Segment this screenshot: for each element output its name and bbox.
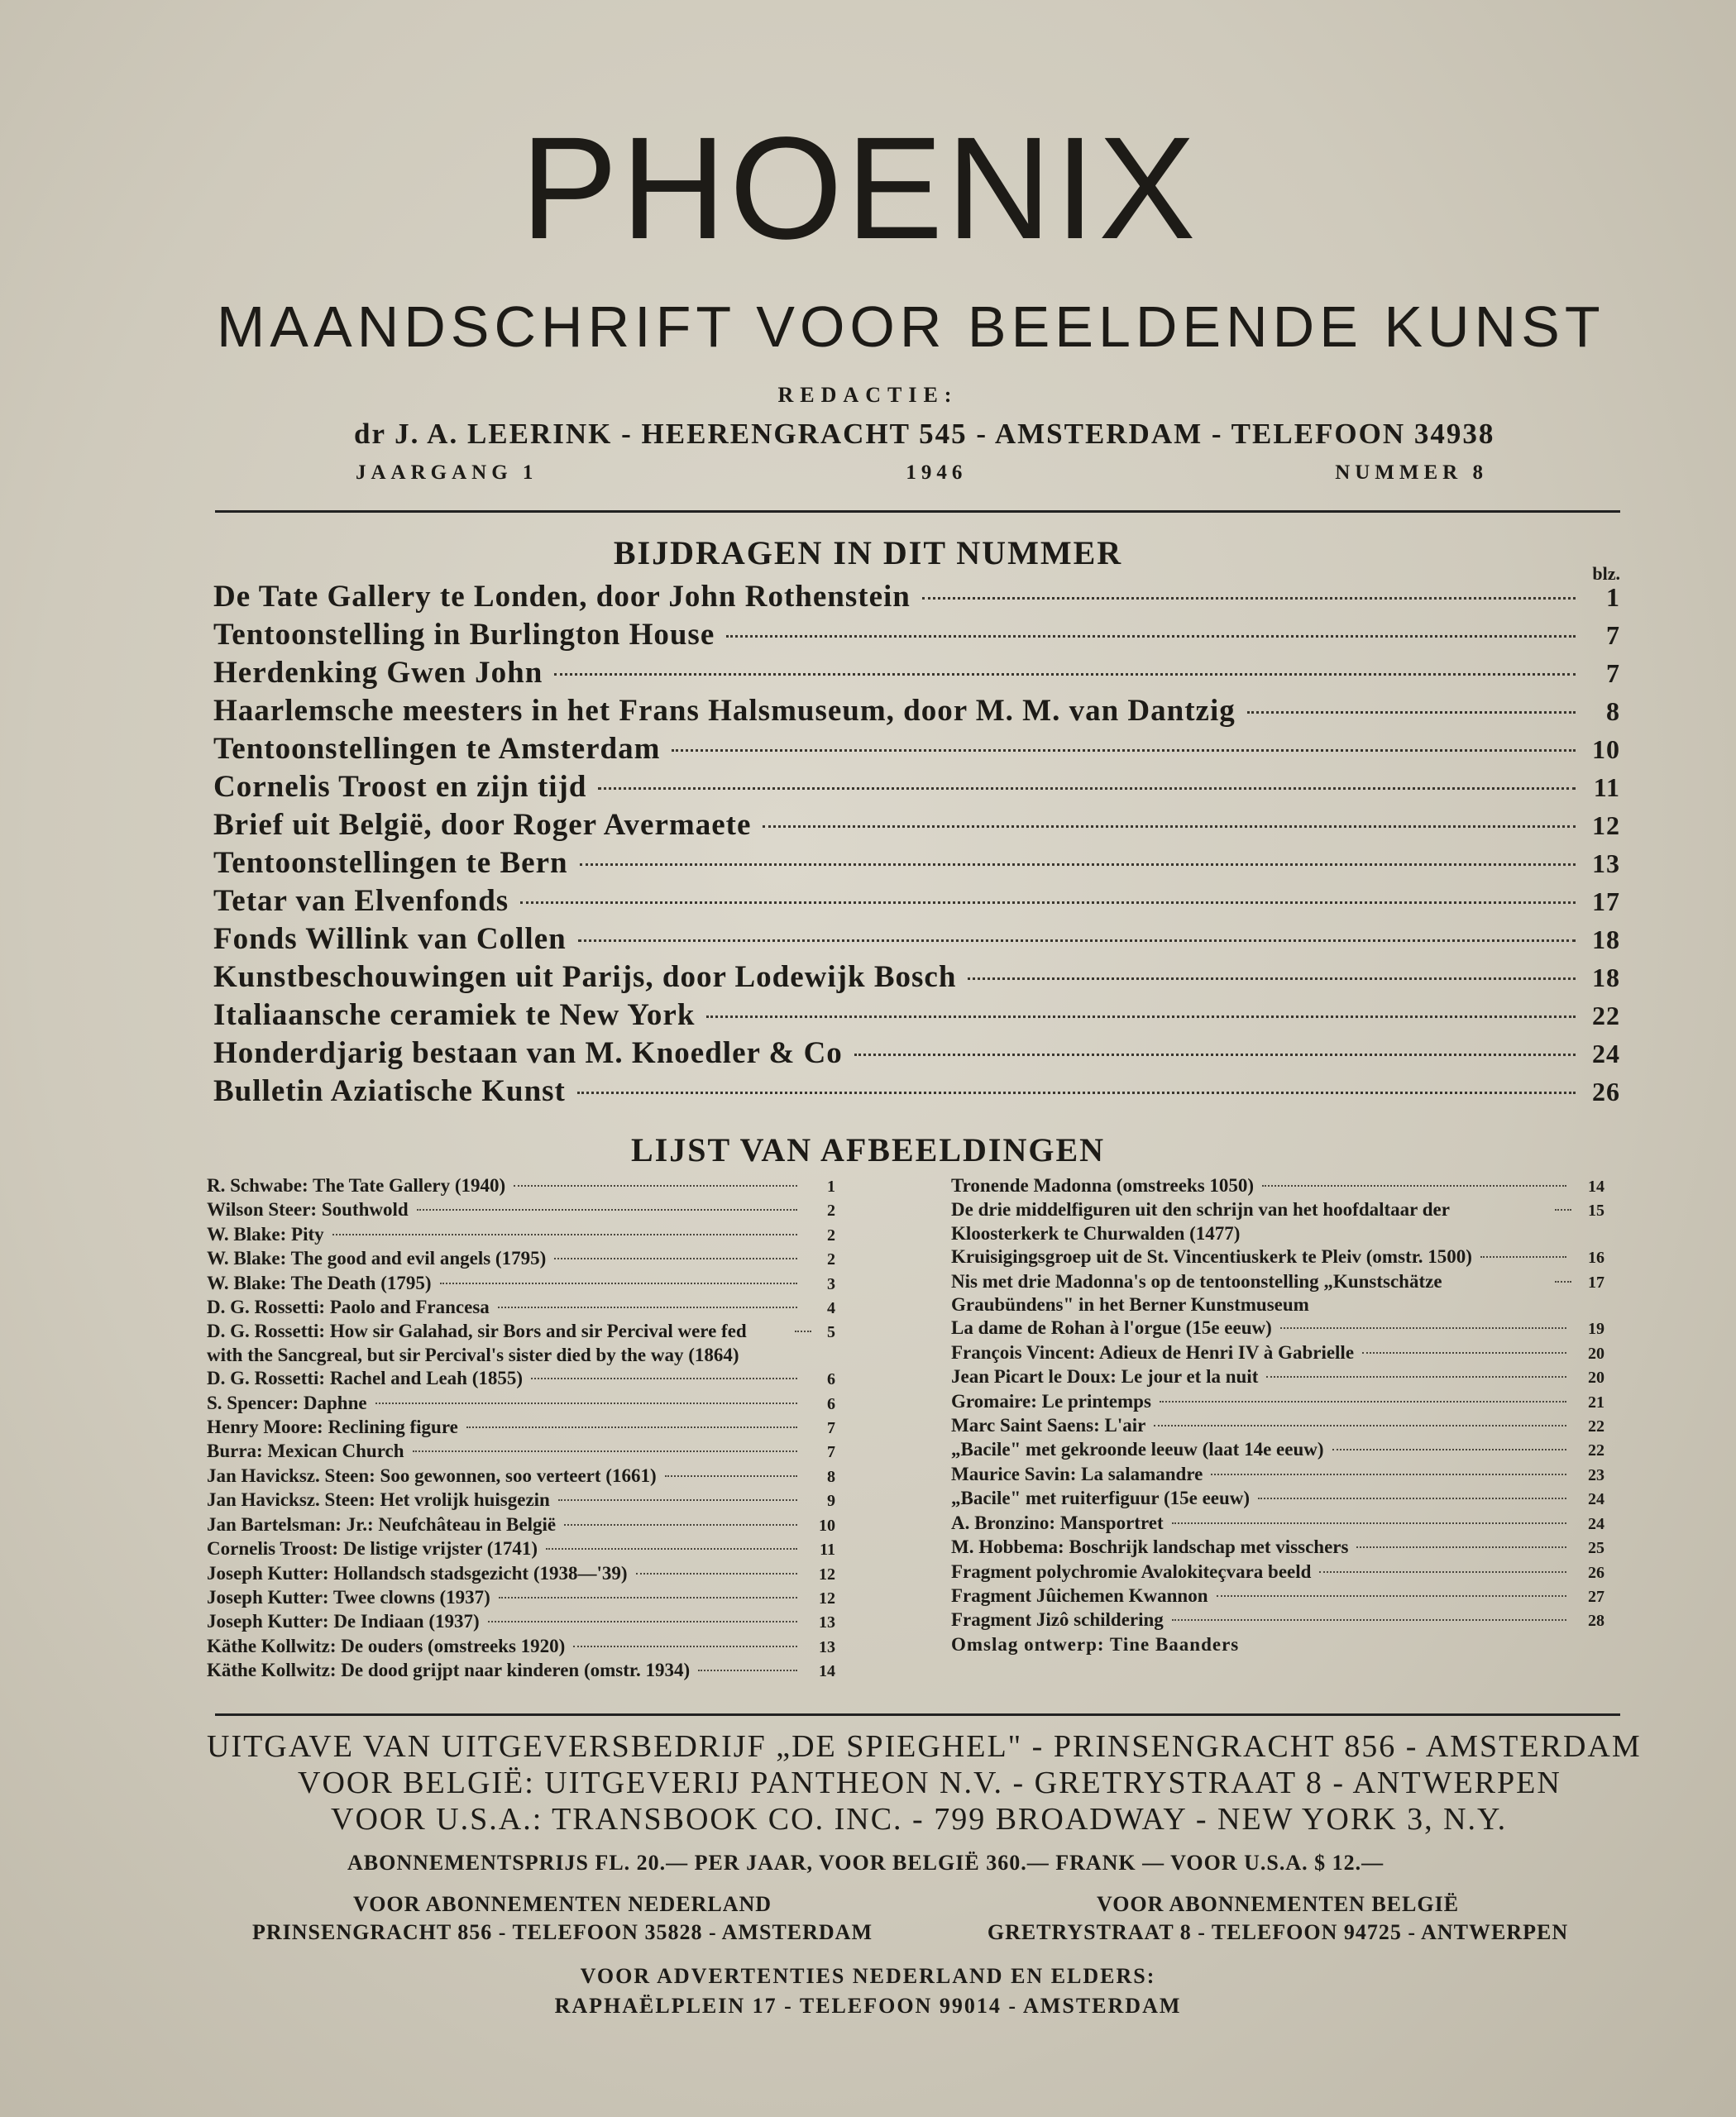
contents-item <box>213 579 1620 617</box>
illustration-item-title: „Bacile" met ruiterfiguur (15e eeuw) <box>951 1488 1251 1509</box>
contents-item-page: 18 <box>1592 925 1620 954</box>
illustration-item-page: 16 <box>1588 1249 1604 1268</box>
illustration-item-page: 10 <box>819 1516 835 1535</box>
illustration-item <box>207 1635 835 1659</box>
nl-address: PRINSENGRACHT 856 - TELEFOON 35828 - AMSTERDAM <box>252 1920 873 1944</box>
illustration-item-page: 6 <box>827 1370 835 1389</box>
dot-leader <box>498 1307 797 1308</box>
dot-leader <box>578 939 1576 942</box>
illustration-item-page: 11 <box>820 1541 835 1560</box>
illustration-item <box>207 1223 835 1247</box>
illustration-item-title: Jan Bartelsman: Jr.: Neufchâteau in België <box>207 1513 557 1535</box>
contents-item <box>213 1035 1620 1073</box>
dot-leader <box>1356 1546 1566 1548</box>
dot-leader <box>564 1524 797 1526</box>
illustration-item <box>951 1463 1604 1487</box>
nl-label: VOOR ABONNEMENTEN NEDERLAND <box>352 1892 772 1916</box>
illustration-item-title: Kruisigingsgroep uit de St. Vincentiuskerk te Pleiv (omstr. 1500) <box>951 1246 1472 1268</box>
dot-leader <box>968 977 1576 980</box>
contents-item <box>213 845 1620 883</box>
contents-item-page: 22 <box>1592 1001 1620 1030</box>
illustration-item-page: 22 <box>1588 1441 1604 1460</box>
illustrations-list <box>207 1174 1612 1684</box>
publisher-usa-line: VOOR U.S.A.: TRANSBOOK CO. INC. - 799 BROADWAY - NEW YORK 3, N.Y. <box>331 1802 1508 1837</box>
illustration-item-page: 20 <box>1588 1344 1604 1363</box>
illustration-item-page: 2 <box>827 1202 835 1221</box>
magazine-subtitle: MAANDSCHRIFT VOOR BEELDENDE KUNST <box>217 294 1605 359</box>
illustration-item <box>207 1247 835 1271</box>
dot-leader <box>1211 1474 1566 1475</box>
illustration-item-page: 15 <box>1588 1202 1604 1221</box>
contents-item-page: 7 <box>1606 620 1620 650</box>
illustration-item <box>951 1245 1604 1269</box>
illustration-item-page: 22 <box>1588 1417 1604 1436</box>
illustration-item-page: 24 <box>1588 1514 1604 1533</box>
dot-leader <box>558 1499 797 1501</box>
illustrations-heading: LIJST VAN AFBEELDINGEN <box>630 1131 1106 1168</box>
dot-leader <box>922 597 1576 600</box>
dot-leader <box>1172 1619 1566 1621</box>
contents-item <box>213 807 1620 845</box>
illustration-item-page: 8 <box>827 1467 835 1486</box>
illustrations-right-column <box>951 1174 1604 1684</box>
magazine-title: PHOENIX <box>520 108 1199 270</box>
illustration-item-page: 13 <box>819 1613 835 1632</box>
masthead <box>0 108 1736 270</box>
dot-leader <box>417 1209 797 1211</box>
illustration-item-page: 28 <box>1588 1612 1604 1631</box>
illustration-item-page: 12 <box>819 1565 835 1584</box>
dot-leader <box>1217 1595 1567 1597</box>
contents-item-page: 12 <box>1592 810 1620 840</box>
year: 1946 <box>906 461 968 484</box>
dot-leader <box>1172 1522 1566 1524</box>
contents-item-title: Honderdjarig bestaan van M. Knoedler & Co <box>213 1036 843 1070</box>
illustration-item-title: La dame de Rohan à l'orgue (15e eeuw) <box>951 1317 1272 1339</box>
dot-leader <box>1480 1256 1566 1258</box>
illustration-item-page: 3 <box>827 1274 835 1293</box>
contents-item-title: Tentoonstellingen te Amsterdam <box>213 732 661 766</box>
illustration-item-page: 14 <box>1588 1178 1604 1196</box>
dot-leader <box>554 1258 797 1259</box>
dot-leader <box>598 787 1576 790</box>
illustration-item-page: 25 <box>1588 1539 1604 1558</box>
illustration-item-page: 2 <box>827 1250 835 1269</box>
illustration-item <box>207 1416 835 1440</box>
illustration-item <box>207 1465 835 1489</box>
illustration-item-page: 13 <box>819 1637 835 1656</box>
illustration-item <box>207 1174 835 1198</box>
illustration-item <box>207 1562 835 1586</box>
illustration-item-title: Gromaire: Le printemps <box>951 1390 1151 1412</box>
dot-leader <box>1319 1571 1566 1573</box>
illustration-item-title: M. Hobbema: Boschrijk landschap met visschers <box>951 1536 1349 1558</box>
contents-item-title: Tentoonstellingen te Bern <box>213 846 568 880</box>
dot-leader <box>636 1573 797 1575</box>
illustration-item <box>951 1608 1604 1632</box>
illustration-item-page: 7 <box>827 1419 835 1438</box>
contents-item-page: 24 <box>1592 1039 1620 1068</box>
page-column-label: blz. <box>1592 563 1620 584</box>
illustration-item <box>207 1296 835 1320</box>
contents-item <box>213 731 1620 769</box>
contents-list <box>213 579 1620 1111</box>
illustration-item-page: 7 <box>827 1443 835 1462</box>
dot-leader <box>520 901 1576 904</box>
contents-item <box>213 959 1620 997</box>
dot-leader <box>554 673 1576 676</box>
redactie-address: dr J. A. LEERINK - HEERENGRACHT 545 - AMSTERDAM - TELEFOON 34938 <box>354 418 1495 450</box>
subscription-price: ABONNEMENTSPRIJS FL. 20.— PER JAAR, VOOR BELGIË 360.— FRANK — VOOR U.S.A. $ 12.— <box>347 1851 1384 1875</box>
dot-leader <box>440 1283 797 1284</box>
dot-leader <box>763 825 1576 828</box>
contents-item-page: 18 <box>1592 963 1620 992</box>
illustration-item-page: 17 <box>1588 1273 1604 1292</box>
dot-leader <box>499 1597 797 1599</box>
publisher-belgium-line: VOOR BELGIË: UITGEVERIJ PANTHEON N.V. - GRETRYSTRAAT 8 - ANTWERPEN <box>298 1766 1561 1800</box>
illustration-item <box>951 1487 1604 1511</box>
contents-item-title: Herdenking Gwen John <box>213 656 543 690</box>
illustration-item <box>951 1512 1604 1536</box>
contents-item-page: 1 <box>1606 582 1620 612</box>
illustration-item-title: „Bacile" met gekroonde leeuw (laat 14e eeuw) <box>951 1439 1324 1460</box>
dot-leader <box>706 1015 1576 1018</box>
be-address: GRETRYSTRAAT 8 - TELEFOON 94725 - ANTWERPEN <box>987 1920 1569 1944</box>
illustration-item <box>207 1440 835 1464</box>
dot-leader <box>1362 1352 1566 1354</box>
dot-leader <box>546 1548 797 1550</box>
illustration-item-page: 5 <box>827 1323 835 1342</box>
contents-item <box>213 693 1620 731</box>
dot-leader <box>672 749 1576 752</box>
subscriptions-belgium <box>939 1890 1617 1947</box>
illustration-item-page: 1 <box>827 1178 835 1196</box>
illustration-item <box>207 1537 835 1561</box>
illustration-item <box>951 1174 1604 1198</box>
illustration-item-page: 21 <box>1588 1393 1604 1412</box>
illustration-item-title: Henry Moore: Reclining figure <box>207 1417 458 1438</box>
ads-label: VOOR ADVERTENTIES NEDERLAND EN ELDERS: <box>580 1964 1156 1988</box>
illustration-item <box>951 1198 1604 1245</box>
publisher-line: UITGAVE VAN UITGEVERSBEDRIJF „DE SPIEGHEL" - PRINSENGRACHT 856 - AMSTERDAM <box>207 1729 1642 1764</box>
redactie-label: REDACTIE: <box>777 383 959 407</box>
illustration-item-page: 14 <box>819 1662 835 1681</box>
illustration-item-title: Jan Havicksz. Steen: Het vrolijk huisgezin <box>207 1489 550 1511</box>
dot-leader <box>1280 1327 1566 1329</box>
dot-leader <box>375 1403 797 1404</box>
illustrations-left-column <box>207 1174 835 1684</box>
ads-address: RAPHAËLPLEIN 17 - TELEFOON 99014 - AMSTERDAM <box>554 1994 1182 2018</box>
contents-item <box>213 921 1620 959</box>
illustration-item-page: 19 <box>1588 1320 1604 1339</box>
illustration-item-page: 2 <box>827 1226 835 1245</box>
illustration-item-title: Fragment polychromie Avalokiteçvara beeld <box>951 1560 1312 1582</box>
dot-leader <box>1266 1376 1566 1378</box>
illustration-item-page: 12 <box>819 1589 835 1608</box>
illustration-item <box>951 1584 1604 1608</box>
illustration-item <box>207 1198 835 1222</box>
illustration-item <box>207 1272 835 1296</box>
contents-item-page: 10 <box>1592 734 1620 764</box>
illustration-item-title: A. Bronzino: Mansportret <box>951 1512 1164 1533</box>
dot-leader <box>332 1234 797 1235</box>
illustration-item <box>207 1659 835 1683</box>
contents-item-title: De Tate Gallery te Londen, door John Rothenstein <box>213 580 911 614</box>
dot-leader <box>488 1621 797 1622</box>
dot-leader <box>573 1646 797 1647</box>
illustration-item-page: 27 <box>1588 1587 1604 1606</box>
illustration-item <box>951 1438 1604 1462</box>
dot-leader <box>531 1378 797 1379</box>
illustration-item-title: Fragment Jûichemen Kwannon <box>951 1584 1208 1606</box>
illustration-item-page: 6 <box>827 1394 835 1413</box>
footer-rule <box>215 1713 1620 1716</box>
illustration-item-title: D. G. Rossetti: Paolo and Francesa <box>207 1297 490 1318</box>
illustration-item-title: François Vincent: Adieux de Henri IV à Gabrielle <box>951 1341 1355 1363</box>
contents-item-title: Tetar van Elvenfonds <box>213 884 509 918</box>
dot-leader <box>795 1331 811 1332</box>
illustration-item-title: Käthe Kollwitz: De ouders (omstreeks 1920) <box>207 1635 566 1656</box>
dot-leader <box>1555 1281 1571 1283</box>
illustration-item <box>207 1320 835 1367</box>
contents-item-page: 13 <box>1592 848 1620 878</box>
illustration-item-title: W. Blake: The good and evil angels (1795) <box>207 1248 547 1269</box>
illustration-item <box>951 1390 1604 1414</box>
illustration-item-title: Joseph Kutter: De Indiaan (1937) <box>207 1611 480 1632</box>
contents-item-title: Tentoonstelling in Burlington House <box>213 618 715 652</box>
contents-item-page: 26 <box>1592 1077 1620 1106</box>
illustration-item-title: Maurice Savin: La salamandre <box>951 1463 1203 1484</box>
illustration-item <box>207 1610 835 1634</box>
illustration-item-title: D. G. Rossetti: How sir Galahad, sir Bors and sir Percival were fed with the Sancgreal, but sir Percival's sister died by the way (1864) <box>207 1321 747 1365</box>
dot-leader <box>1332 1449 1566 1450</box>
jaargang: JAARGANG 1 <box>356 461 538 484</box>
illustration-item-title: Jean Picart le Doux: Le jour et la nuit <box>951 1366 1259 1388</box>
contents-item-page: 8 <box>1606 696 1620 726</box>
dot-leader <box>1262 1185 1566 1187</box>
illustration-item-title: Wilson Steer: Southwold <box>207 1199 409 1221</box>
contents-item-title: Brief uit België, door Roger Avermaete <box>213 808 752 842</box>
contents-item-page: 7 <box>1606 658 1620 688</box>
illustration-item-title: Käthe Kollwitz: De dood grijpt naar kinderen (omstr. 1934) <box>207 1660 691 1681</box>
illustration-item <box>951 1317 1604 1340</box>
illustration-item-title: D. G. Rossetti: Rachel and Leah (1855) <box>207 1368 524 1389</box>
illustration-item-title: Nis met drie Madonna's op de tentoonstelling „Kunstschätze Graubündens" in het Berner Kunstmuseum <box>951 1270 1442 1316</box>
be-label: VOOR ABONNEMENTEN BELGIË <box>1096 1892 1460 1916</box>
illustration-item-title: W. Blake: The Death (1795) <box>207 1272 432 1293</box>
illustration-item-page: 9 <box>827 1492 835 1511</box>
issue-meta <box>356 461 1488 485</box>
illustration-item-title: De drie middelfiguren uit den schrijn van het hoofdaltaar der Kloosterkerk te Churwalden (1477) <box>951 1199 1450 1244</box>
illustration-item-page: 4 <box>827 1299 835 1318</box>
illustration-item <box>951 1414 1604 1438</box>
illustration-item-page: 24 <box>1588 1490 1604 1509</box>
contents-item <box>213 1073 1620 1111</box>
contents-item <box>213 655 1620 693</box>
contents-item-title: Haarlemsche meesters in het Frans Halsmuseum, door M. M. van Dantzig <box>213 694 1236 728</box>
illustration-item <box>207 1367 835 1391</box>
cover-credit: Omslag ontwerp: Tine Baanders <box>951 1633 1240 1655</box>
publisher-block <box>207 1728 1642 1837</box>
subscriptions-netherlands <box>207 1890 918 1947</box>
dot-leader <box>580 863 1576 866</box>
illustration-item <box>951 1560 1604 1584</box>
dot-leader <box>514 1185 797 1187</box>
illustration-item <box>207 1586 835 1610</box>
illustration-item <box>951 1365 1604 1389</box>
issue-number: NUMMER 8 <box>1335 461 1488 484</box>
dot-leader <box>854 1054 1576 1056</box>
illustration-item <box>207 1392 835 1416</box>
contents-heading: BIJDRAGEN IN DIT NUMMER <box>613 534 1123 571</box>
dot-leader <box>577 1092 1576 1094</box>
illustration-item <box>951 1270 1604 1317</box>
dot-leader <box>1258 1498 1566 1499</box>
contents-item-title: Cornelis Troost en zijn tijd <box>213 770 587 804</box>
illustration-item-page: 23 <box>1588 1465 1604 1484</box>
contents-item <box>213 617 1620 655</box>
illustration-item-title: S. Spencer: Daphne <box>207 1392 367 1413</box>
contents-item <box>213 997 1620 1035</box>
illustration-item-title: Tronende Madonna (omstreeks 1050) <box>951 1175 1255 1196</box>
contents-item-title: Bulletin Aziatische Kunst <box>213 1074 566 1108</box>
dot-leader <box>413 1450 797 1452</box>
dot-leader <box>726 635 1576 638</box>
dot-leader <box>698 1670 797 1671</box>
illustration-item-page: 20 <box>1588 1369 1604 1388</box>
illustration-item-title: Joseph Kutter: Twee clowns (1937) <box>207 1586 490 1608</box>
contents-item-title: Italiaansche ceramiek te New York <box>213 998 696 1032</box>
contents-item-title: Kunstbeschouwingen uit Parijs, door Lodewijk Bosch <box>213 960 957 994</box>
illustration-item <box>207 1489 835 1512</box>
illustration-item-title: Cornelis Troost: De listige vrijster (1741) <box>207 1538 538 1560</box>
illustration-item-page: 26 <box>1588 1563 1604 1582</box>
dot-leader <box>1555 1209 1571 1211</box>
dot-leader <box>1154 1425 1566 1426</box>
illustration-item-title: Burra: Mexican Church <box>207 1441 404 1462</box>
illustration-item-title: Joseph Kutter: Hollandsch stadsgezicht (1938—'39) <box>207 1562 628 1584</box>
illustration-item <box>207 1513 835 1537</box>
contents-item-page: 17 <box>1592 886 1620 916</box>
illustration-item <box>951 1536 1604 1560</box>
illustration-item-title: R. Schwabe: The Tate Gallery (1940) <box>207 1175 506 1196</box>
illustration-item-title: Jan Havicksz. Steen: Soo gewonnen, soo verteert (1661) <box>207 1465 657 1486</box>
contents-item <box>213 769 1620 807</box>
illustration-item-title: Fragment Jizô schildering <box>951 1609 1164 1631</box>
contents-item-title: Fonds Willink van Collen <box>213 922 567 956</box>
illustration-item-title: W. Blake: Pity <box>207 1223 324 1245</box>
header-rule <box>215 510 1620 513</box>
contents-item <box>213 883 1620 921</box>
illustration-item-title: Marc Saint Saens: L'air <box>951 1415 1146 1436</box>
dot-leader <box>1247 711 1576 714</box>
dot-leader <box>1160 1401 1566 1403</box>
dot-leader <box>665 1475 797 1477</box>
contents-item-page: 11 <box>1593 772 1620 802</box>
illustration-item <box>951 1341 1604 1365</box>
advertising-contact <box>0 1962 1736 2021</box>
dot-leader <box>466 1426 797 1428</box>
